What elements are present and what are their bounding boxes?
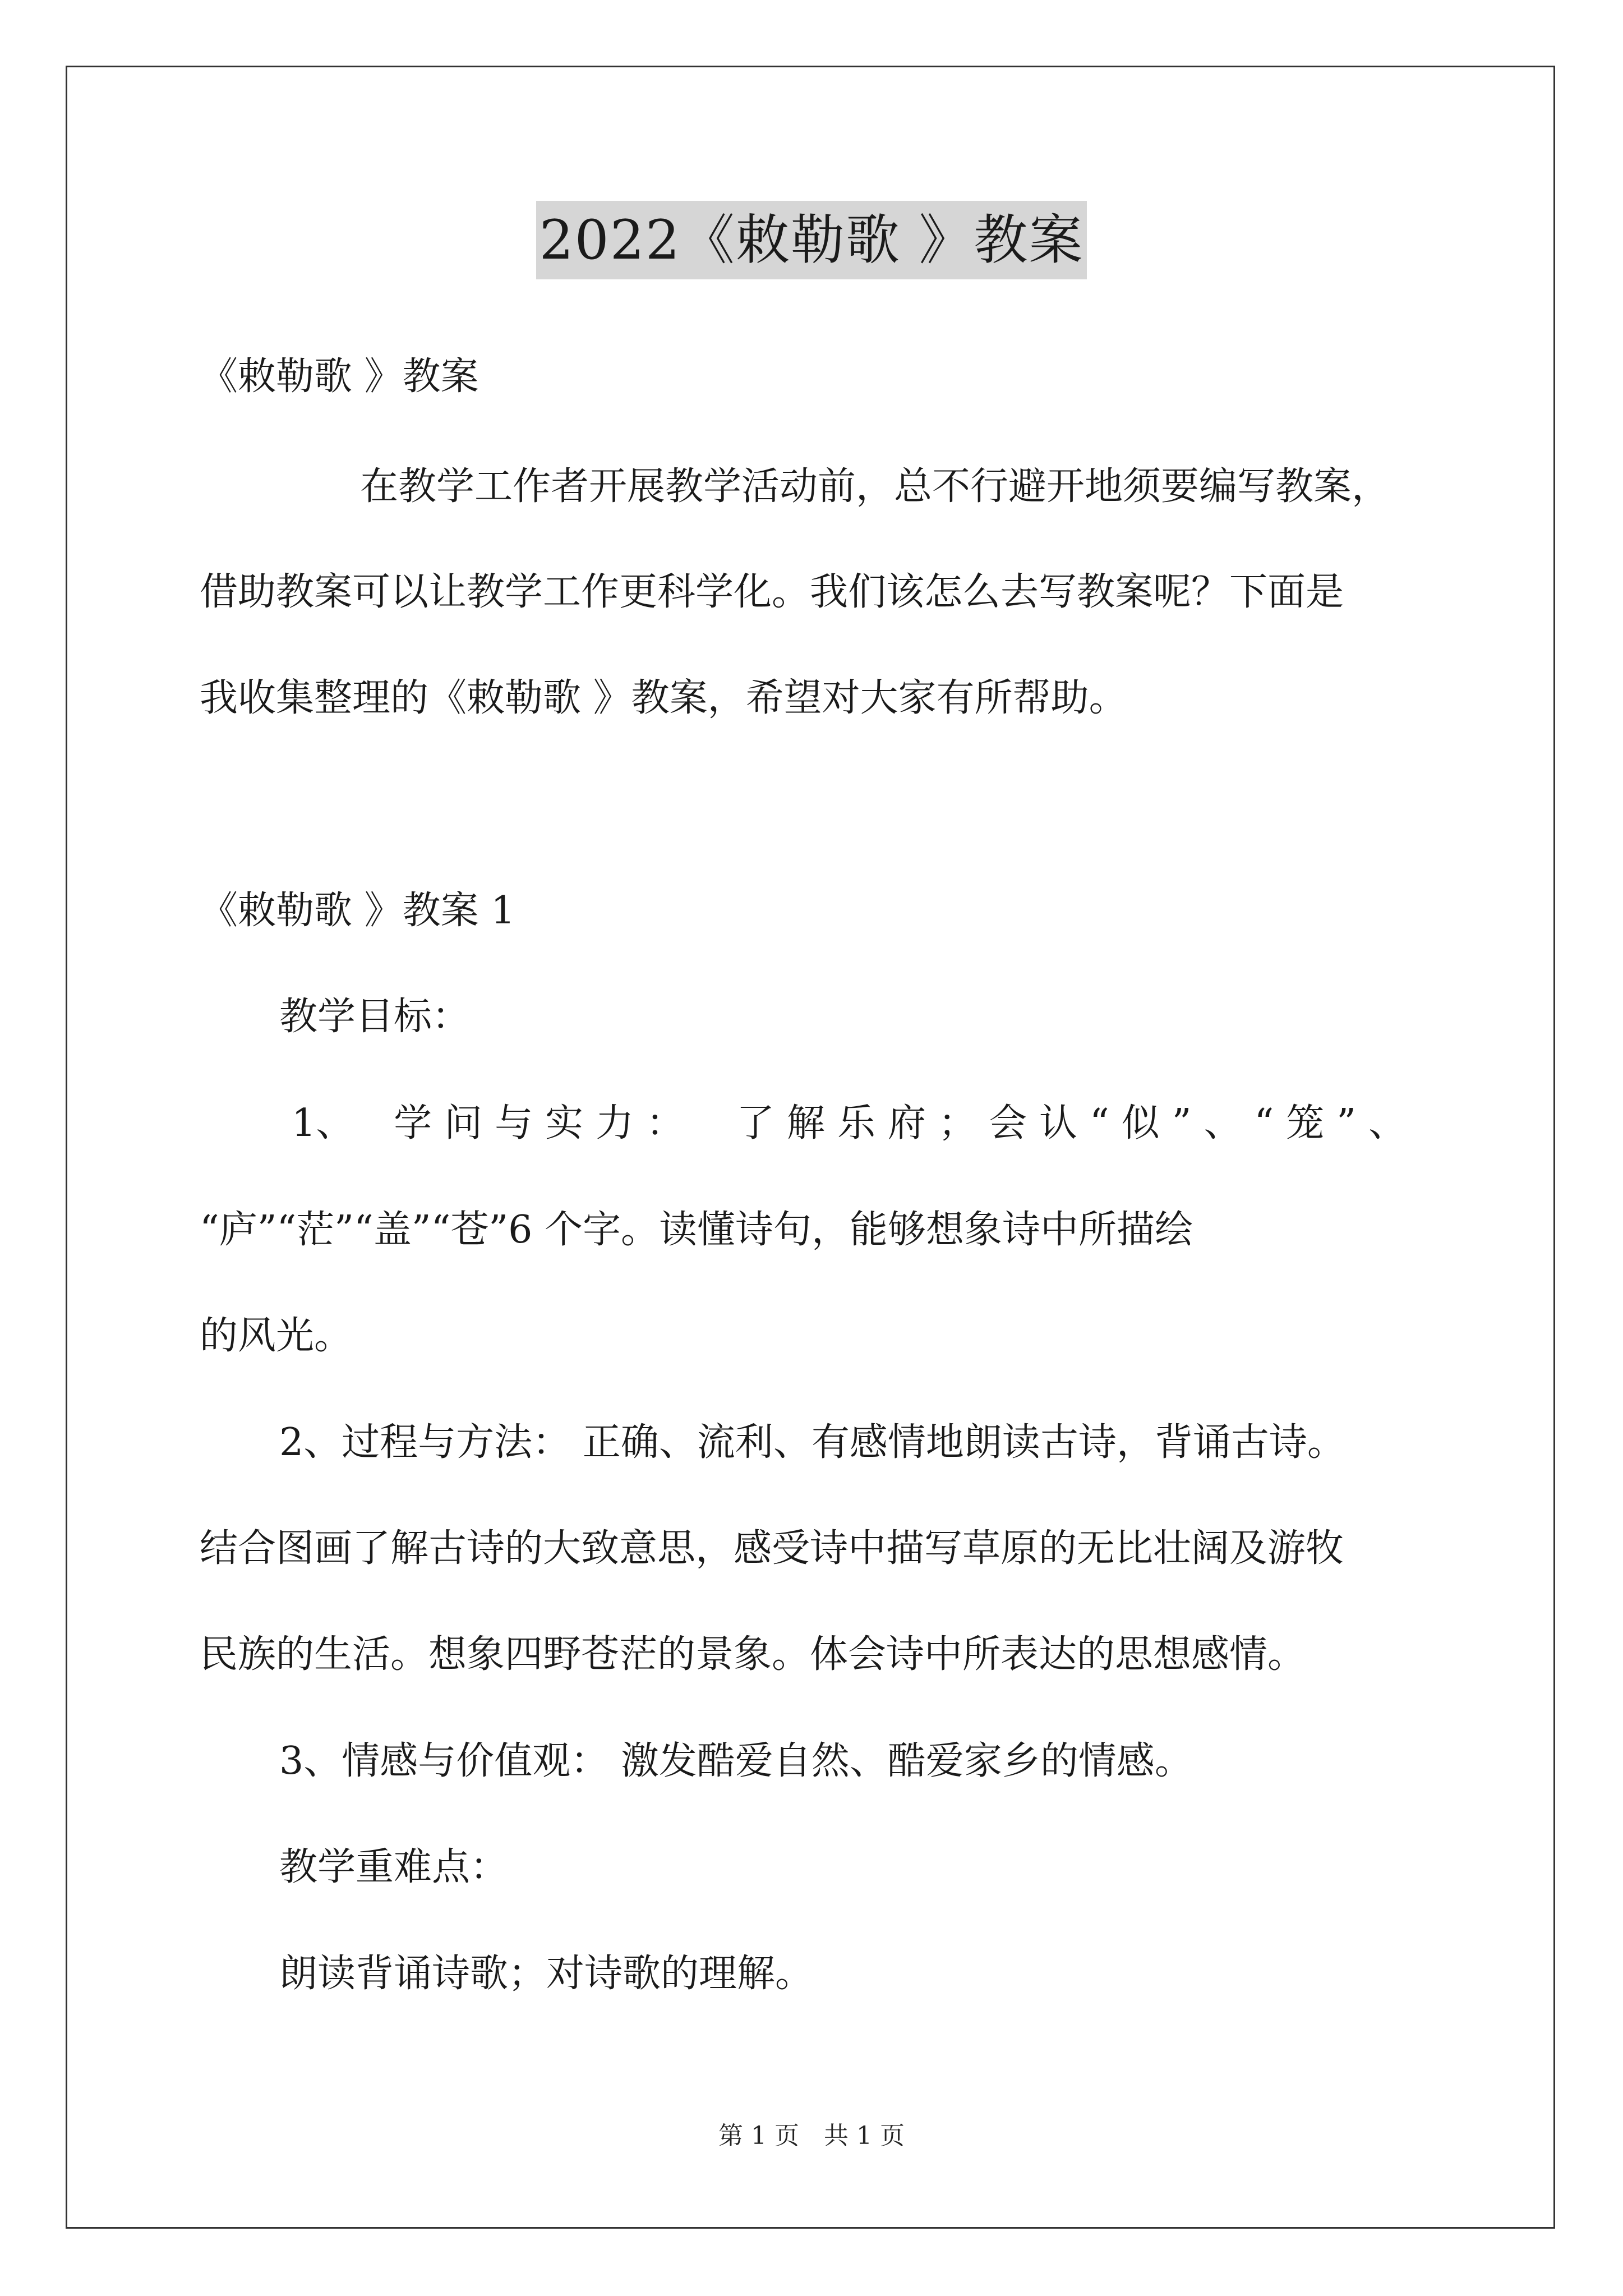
- section-heading: 《敕勒歌 》教案 1: [200, 889, 515, 933]
- goal-1-line-2: “庐”“茫”“盖”“苍”6 个字。读懂诗句，能够想象诗中所描绘: [200, 1208, 1193, 1252]
- key-points-heading: 教学重难点：: [279, 1845, 509, 1889]
- goal-1-first-line: [292, 1098, 1419, 1149]
- document-title: 2022《敕勒歌 》教案: [536, 201, 1087, 279]
- goal-1-line-3: 的风光。: [200, 1314, 353, 1358]
- goal-2-line-2: 结合图画了解古诗的大致意思，感受诗中描写草原的无比壮阔及游牧: [200, 1526, 1344, 1571]
- intro-line-2: 借助教案可以让教学工作更科学化。我们该怎么去写教案呢？下面是: [200, 570, 1344, 614]
- goal-2-line-3: 民族的生活。想象四野苍茫的景象。体会诗中所表达的思想感情。: [200, 1632, 1306, 1677]
- goal-1-label: 学问与实力：: [394, 1101, 697, 1145]
- goals-heading: 教学目标：: [279, 995, 471, 1039]
- goal-2-line-1: 2、过程与方法： 正确、流利、有感情地朗读古诗，背诵古诗。: [279, 1420, 1345, 1465]
- page-footer: 第 1 页 共 1 页: [718, 2122, 905, 2150]
- goal-1-text: 了解乐府；会认“似”、“笼”、: [736, 1101, 1419, 1145]
- goal-3: 3、情感与价值观： 激发酷爱自然、酷爱家乡的情感。: [279, 1739, 1193, 1783]
- goal-1-number: 1、: [292, 1101, 354, 1145]
- document-subtitle: 《敕勒歌 》教案: [200, 355, 479, 399]
- intro-line-3: 我收集整理的《敕勒歌 》教案，希望对大家有所帮助。: [200, 676, 1127, 720]
- key-points-text: 朗读背诵诗歌；对诗歌的理解。: [279, 1952, 814, 1996]
- intro-line-1: 在教学工作者开展教学活动前，总不行避开地须要编写教案，: [360, 464, 1390, 509]
- title-container: [0, 201, 1623, 279]
